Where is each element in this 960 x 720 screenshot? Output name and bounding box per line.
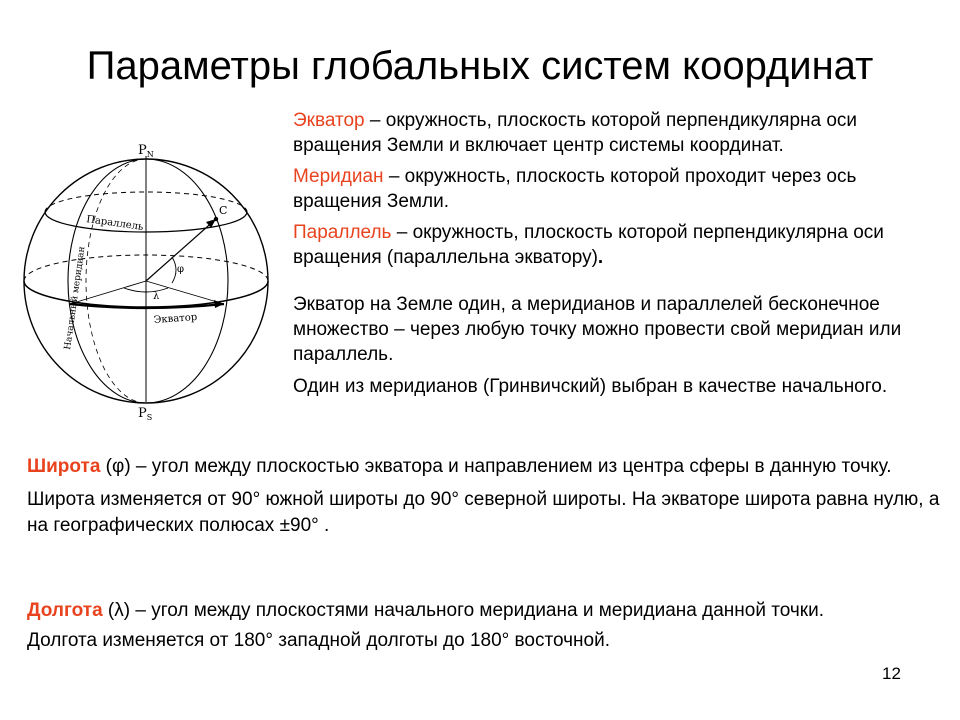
latitude-block [27,454,947,546]
note-greenwich: Один из меридианов (Гринвичский) выбран в качестве начального. [293,376,888,397]
meridian-diagram-label: Начальный меридиан [63,245,88,351]
equator-diagram-label: Экватор [153,311,198,326]
term-meridian: Меридиан [293,166,384,187]
definition-parallel: Параллель – окружность, плоскость которой перпендикулярна оси вращения (параллельна экватору). [293,222,884,268]
pole-south-label: $P_S$ [138,406,153,420]
globe-diagram [20,140,280,420]
notes-block [293,292,933,406]
longitude-range: Долгота изменяется от 180° западной долготы до 180° восточной. [27,630,610,651]
term-parallel: Параллель [293,222,392,243]
slide-title: Параметры глобальных систем координат [86,44,874,88]
point-meridian [146,159,228,403]
note-meridians-count: Экватор на Земле один, а меридианов и параллелей бесконечное множество – через любую точку можно провести свой меридиан или параллель. [293,294,902,365]
latitude-range: Широта изменяется от 90° южной широты до 90° северной широты. На экваторе широта равна нулю, а на географических полюсах ±90° . [27,489,940,536]
definitions-block [293,108,933,276]
definition-meridian: Меридиан – окружность, плоскость которой проходит через ось вращения Земли. [293,166,857,212]
phi-label: φ [177,264,185,275]
term-equator: Экватор [293,110,365,131]
definition-equator: Экватор – окружность, плоскость которой перпендикулярна оси вращения Земли и включает центр системы координат. [293,110,858,156]
latitude-definition: Широта (φ) – угол между плоскостью экватора и направлением из центра сферы в данную точку. [27,456,892,477]
longitude-definition: Долгота (λ) – угол между плоскостями начального меридиана и меридиана данной точки. [27,600,824,621]
point-meridian-back [86,159,146,403]
pole-north-label: $P_N$ [138,143,154,159]
term-latitude: Широта [27,456,101,477]
page-number: 12 [882,664,901,683]
point-c-label: C [219,204,228,217]
parallel-diagram-label: Параллель [85,214,145,233]
phi-arc [172,257,176,283]
term-longitude: Долгота [27,600,103,621]
lambda-label: λ [153,291,160,302]
point-c-dot [214,217,218,221]
longitude-block [27,598,947,658]
